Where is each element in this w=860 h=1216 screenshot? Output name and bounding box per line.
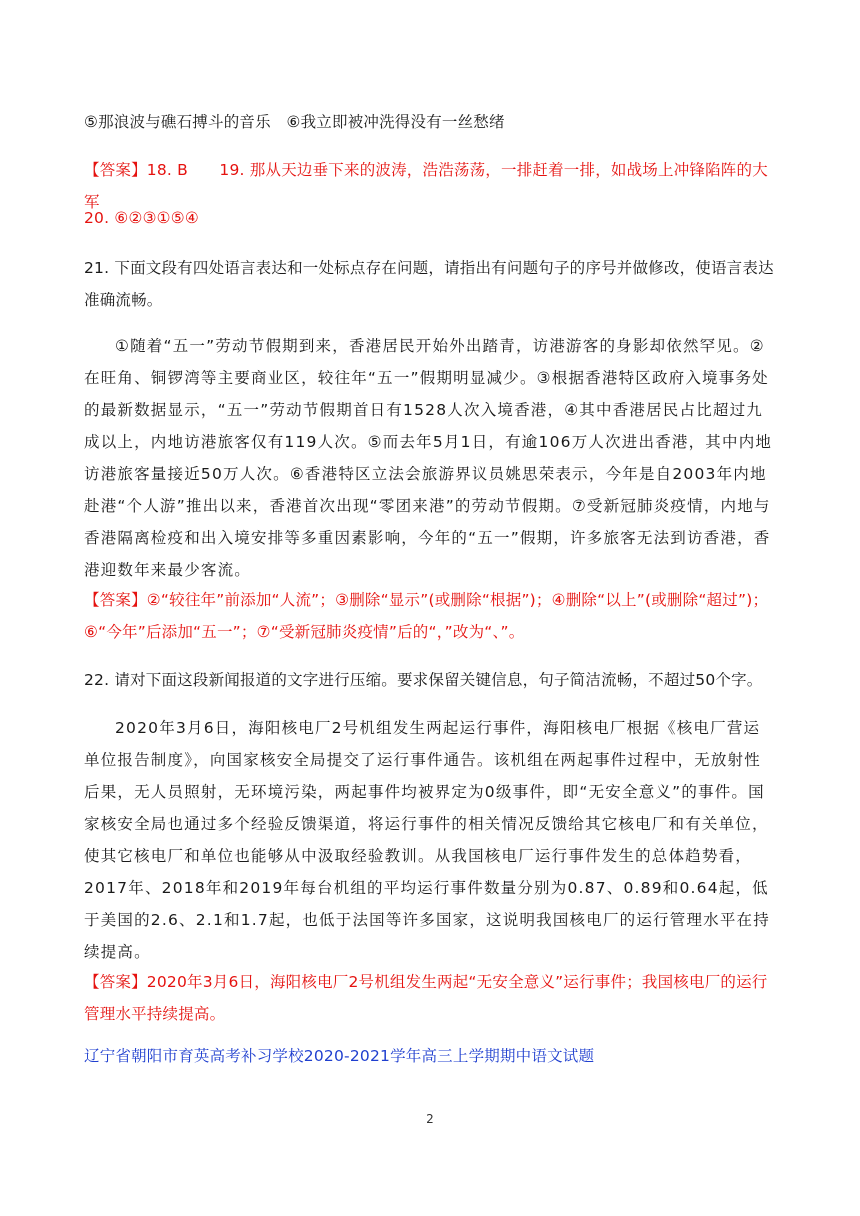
page-number: 2 [426, 1112, 434, 1126]
question-22-passage: 2020年3月6日，海阳核电厂2号机组发生两起运行事件，海阳核电厂根据《核电厂营运单位报告制度》，向国家核安全局提交了运行事件通告。该机组在两起事件过程中，无放射性后果，无人员照射，无环境污染，两起事件均被界定为0级事件，即“无安全意义”的事件。国家核安全局也通过多个经验反馈渠道，将运行事件的相关情况反馈给其它核电厂和有关单位，使其它核电厂和单位也能够从中汲取经验教训。从我国核电厂运行事件发生的总体趋势看，2017年、2018年和2019年每台机组的平均运行事件数量分别为0.87、0.89和0.64起，低于美国的2.6、2.1和1.7起，也低于法国等许多国家，这说明我国核电厂的运行管理水平在持续提高。 [84, 719, 770, 961]
question-22: 22. 请对下面这段新闻报道的文字进行压缩。要求保留关键信息，句子简洁流畅，不超过50个字。 [84, 671, 763, 689]
options-tail: ⑤那浪波与礁石搏斗的音乐 ⑥我立即被冲洗得没有一丝愁绪 [84, 113, 505, 131]
question-21: 21. 下面文段有四处语言表达和一处标点存在问题，请指出有问题句子的序号并做修改，使语言表达准确流畅。 [84, 259, 774, 309]
question-21-passage: ①随着“五一”劳动节假期到来，香港居民开始外出踏青，访港游客的身影却依然罕见。②在旺角、铜锣湾等主要商业区，较往年“五一”假期明显减少。③根据香港特区政府入境事务处的最新数据显示，“五一”劳动节假期首日有1528人次入境香港，④其中香港居民占比超过九成以上，内地访港旅客仅有119人次。⑤而去年5月1日，有逾106万人次进出香港，其中内地访港旅客量接近50万人次。⑥香港特区立法会旅游界议员姚思荣表示，今年是自2003年内地赴港“个人游”推出以来，香港首次出现“零团来港”的劳动节假期。⑦受新冠肺炎疫情，内地与香港隔离检疫和出入境安排等多重因素影响，今年的“五一”假期，许多旅客无法到访香港，香港迎数年来最少客流。 [84, 337, 773, 579]
answer-22: 【答案】2020年3月6日，海阳核电厂2号机组发生两起“无安全意义”运行事件；我国核电厂的运行管理水平持续提高。 [84, 973, 768, 1023]
next-exam-title-link[interactable]: 辽宁省朝阳市育英高考补习学校2020-2021学年高三上学期期中语文试题 [84, 1047, 595, 1065]
answer-21: 【答案】②“较往年”前添加“人流”；③删除“显示”(或删除“根据”)；④删除“以上”(或删除“超过”)；⑥“今年”后添加“五一”；⑦“受新冠肺炎疫情”后的“，”改为“、”。 [84, 591, 769, 641]
answer-20: 20. ⑥②③①⑤④ [84, 209, 199, 227]
answer-18-19: 【答案】18. B 19. 那从天边垂下来的波涛，浩浩荡荡，一排赶着一排，如战场上冲锋陷阵的大军 [84, 161, 768, 211]
